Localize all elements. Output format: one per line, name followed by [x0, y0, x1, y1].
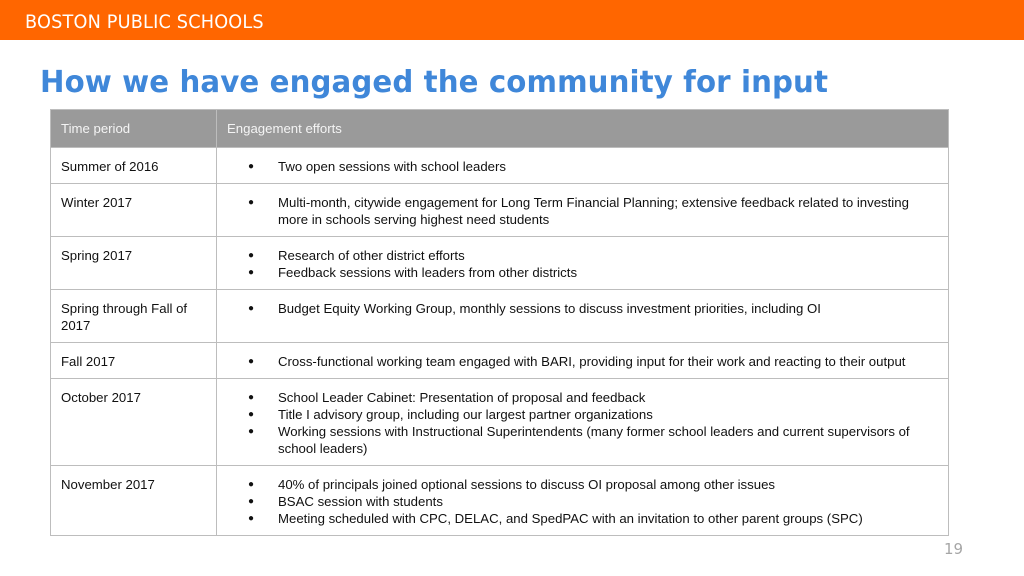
time-period-cell: Winter 2017 — [51, 184, 217, 237]
effort-text: Research of other district efforts — [278, 248, 465, 263]
table-row — [51, 379, 949, 466]
bullet-icon: ● — [248, 303, 255, 314]
table-row — [51, 148, 949, 184]
bullet-icon: ● — [248, 197, 255, 208]
column-header-engagement-efforts: Engagement efforts — [217, 110, 949, 148]
time-period-cell: November 2017 — [51, 466, 217, 536]
time-period-cell: October 2017 — [51, 379, 217, 466]
engagement-efforts-cell — [217, 466, 949, 536]
efforts-list — [227, 476, 938, 527]
table-row — [51, 237, 949, 290]
bullet-icon: ● — [248, 267, 255, 278]
slide-title: How we have engaged the community for input — [40, 65, 829, 100]
bullet-icon: ● — [248, 496, 255, 507]
efforts-list — [227, 158, 938, 175]
effort-list-item — [227, 194, 938, 228]
effort-text: Multi-month, citywide engagement for Long Term Financial Planning; extensive feedback related to investing more in schools serving highest need students — [278, 195, 909, 227]
table-header-row — [51, 110, 949, 148]
effort-text: BSAC session with students — [278, 494, 443, 509]
efforts-list — [227, 389, 938, 457]
engagement-efforts-cell — [217, 379, 949, 466]
effort-text: Two open sessions with school leaders — [278, 159, 506, 174]
effort-text: School Leader Cabinet: Presentation of proposal and feedback — [278, 390, 646, 405]
time-period-cell: Spring 2017 — [51, 237, 217, 290]
brand-name: BOSTON PUBLIC SCHOOLS — [25, 11, 264, 33]
engagement-efforts-cell — [217, 343, 949, 379]
effort-text: Feedback sessions with leaders from other districts — [278, 265, 578, 280]
bullet-icon: ● — [248, 161, 255, 172]
effort-list-item — [227, 300, 938, 317]
bullet-icon: ● — [248, 479, 255, 490]
efforts-list — [227, 353, 938, 370]
bullet-icon: ● — [248, 356, 255, 367]
effort-list-item — [227, 476, 938, 493]
effort-list-item — [227, 247, 938, 264]
bullet-icon: ● — [248, 409, 255, 420]
table-row — [51, 343, 949, 379]
time-period-cell: Spring through Fall of 2017 — [51, 290, 217, 343]
time-period-cell: Fall 2017 — [51, 343, 217, 379]
time-period-cell: Summer of 2016 — [51, 148, 217, 184]
effort-list-item — [227, 389, 938, 406]
bullet-icon: ● — [248, 392, 255, 403]
effort-text: Title I advisory group, including our largest partner organizations — [278, 407, 653, 422]
bullet-icon: ● — [248, 513, 255, 524]
bullet-icon: ● — [248, 426, 255, 437]
table-row — [51, 466, 949, 536]
effort-list-item — [227, 493, 938, 510]
effort-list-item — [227, 158, 938, 175]
effort-list-item — [227, 353, 938, 370]
header-bar — [0, 0, 1024, 40]
engagement-efforts-cell — [217, 184, 949, 237]
effort-list-item — [227, 510, 938, 527]
effort-text: Budget Equity Working Group, monthly sessions to discuss investment priorities, including OI — [278, 301, 821, 316]
effort-list-item — [227, 264, 938, 281]
page-number: 19 — [944, 540, 964, 558]
engagement-efforts-cell — [217, 290, 949, 343]
engagement-efforts-cell — [217, 237, 949, 290]
effort-text: 40% of principals joined optional sessions to discuss OI proposal among other issues — [278, 477, 776, 492]
table-row — [51, 184, 949, 237]
effort-text: Cross-functional working team engaged with BARI, providing input for their work and reacting to their output — [278, 354, 906, 369]
table-row — [51, 290, 949, 343]
effort-text: Meeting scheduled with CPC, DELAC, and SpedPAC with an invitation to other parent groups (SPC) — [278, 511, 863, 526]
bullet-icon: ● — [248, 250, 255, 261]
effort-list-item — [227, 423, 938, 457]
engagement-efforts-cell — [217, 148, 949, 184]
effort-text: Working sessions with Instructional Superintendents (many former school leaders and current supervisors of school leaders) — [278, 424, 910, 456]
column-header-time-period: Time period — [51, 110, 217, 148]
effort-list-item — [227, 406, 938, 423]
efforts-list — [227, 247, 938, 281]
efforts-list — [227, 300, 938, 317]
engagement-table — [50, 109, 949, 536]
efforts-list — [227, 194, 938, 228]
